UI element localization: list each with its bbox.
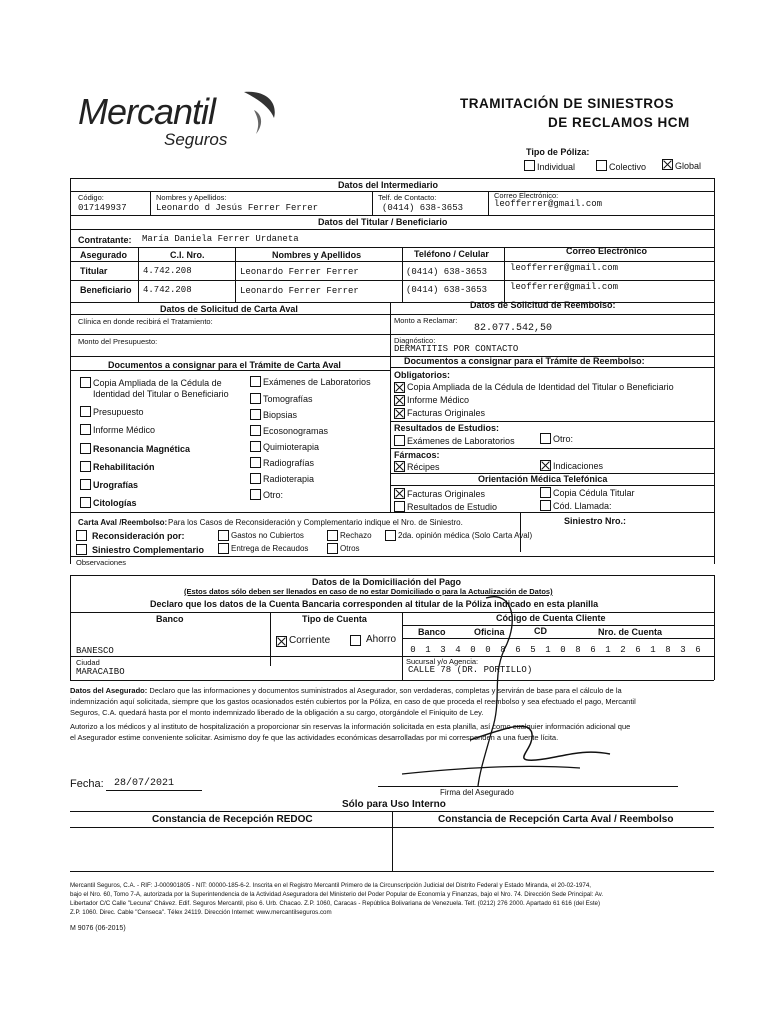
account-digit: 6 xyxy=(590,645,596,655)
account-digit: 2 xyxy=(620,645,626,655)
banco-value: BANESCO xyxy=(76,646,114,656)
row-titular-label: Titular xyxy=(80,266,108,276)
account-digit: 0 xyxy=(470,645,476,655)
aval-ecosonogramas-checkbox[interactable] xyxy=(250,425,261,436)
aval-informe-label: Informe Médico xyxy=(93,425,156,435)
segunda-opinion-label: 2da. opinión médica (Solo Carta Aval) xyxy=(398,531,533,540)
sub-oficina: Oficina xyxy=(474,627,505,637)
beneficiario-telefono: (0414) 638-3653 xyxy=(406,285,488,295)
beneficiario-nombre: Leonardo Ferrer Ferrer xyxy=(240,286,359,296)
aval-resonancia-checkbox[interactable] xyxy=(80,443,91,454)
declaracion-p1b: indemnización aquí solicitada, siempre que los gastos ocasionados estén cubiertos por la Póliza, en caso de que proceda el reembolso y sea efectuado el pago, Mercantil xyxy=(70,697,636,706)
reconsideracion-checkbox[interactable] xyxy=(76,530,87,541)
aval-radiografias-label: Radiografías xyxy=(263,458,315,468)
beneficiario-ci: 4.742.208 xyxy=(143,285,192,295)
account-digit: 3 xyxy=(440,645,446,655)
account-digit: 1 xyxy=(545,645,551,655)
footer-line2: bajo el Nro. 60, Tomo 7-A, autorizada por la Superintendencia de la Actividad Aseguradora del Ministerio del Poder Popular de Economía y Finanzas, bajo el Nro. 74. Dirección Sede Principal: Av. xyxy=(70,891,604,898)
contratante-value: María Daniela Ferrer Urdaneta xyxy=(142,234,299,244)
aval-radiografias-checkbox[interactable] xyxy=(250,457,261,468)
th-asegurado: Asegurado xyxy=(80,250,128,260)
individual-checkbox[interactable] xyxy=(524,160,535,171)
domiciliacion-note: (Estos datos sólo deben ser llenados en caso de no estar Domiciliado o para la Actualización de Datos) xyxy=(184,587,553,596)
account-digit: 0 xyxy=(560,645,566,655)
constancia-redoc: Constancia de Recepción REDOC xyxy=(152,814,313,825)
intermediario-correo: leofferrer@gmail.com xyxy=(494,199,603,209)
colectivo-label: Colectivo xyxy=(609,162,647,172)
aval-copia-cedula-label-2: Identidad del Titular o Beneficiario xyxy=(93,389,229,399)
reemb-cod-llamada-checkbox[interactable] xyxy=(540,500,551,511)
reemb-recipes-checkbox[interactable] xyxy=(394,461,405,472)
reemb-recipes-label: Récipes xyxy=(407,462,440,472)
account-digit: 8 xyxy=(575,645,581,655)
aval-examenes-checkbox[interactable] xyxy=(250,376,261,387)
titular-ci: 4.742.208 xyxy=(143,266,192,276)
section-docs-reembolso: Documentos a consignar para el Trámite de Reembolso: xyxy=(404,356,645,366)
reemb-copia-cedula-label: Copia Ampliada de la Cédula de Identidad del Titular o Beneficiario xyxy=(407,382,674,392)
reemb-facturas2-checkbox[interactable] xyxy=(394,488,405,499)
signature-icon xyxy=(400,590,650,790)
aval-otro-label: Otro: xyxy=(263,490,284,500)
titular-correo: leofferrer@gmail.com xyxy=(510,263,619,273)
account-digit: 6 xyxy=(635,645,641,655)
reemb-examenes-checkbox[interactable] xyxy=(394,435,405,446)
obligatorios-label: Obligatorios: xyxy=(394,370,450,380)
reemb-resultados-checkbox[interactable] xyxy=(394,501,405,512)
reemb-copia-titular-label: Copia Cédula Titular xyxy=(553,488,635,498)
global-label: Global xyxy=(675,161,702,171)
segunda-opinion-checkbox[interactable] xyxy=(385,530,396,541)
ahorro-checkbox[interactable] xyxy=(350,635,361,646)
reconsideracion-title: Carta Aval /Reembolso: xyxy=(78,518,168,527)
aval-otro-checkbox[interactable] xyxy=(250,489,261,500)
tipo-poliza-label: Tipo de Póliza: xyxy=(526,147,590,157)
reemb-otro-label: Otro: xyxy=(553,434,574,444)
siniestro-complementario-checkbox[interactable] xyxy=(76,544,87,555)
corriente-label: Corriente xyxy=(289,635,331,646)
rechazo-checkbox[interactable] xyxy=(327,530,338,541)
aval-urografias-checkbox[interactable] xyxy=(80,479,91,490)
reemb-copia-titular-checkbox[interactable] xyxy=(540,487,551,498)
codigo-value: 017149937 xyxy=(78,203,127,213)
declaracion-p2b: el Asegurador estime conveniente solicitar. Asimismo doy fe que las actividades económicas desarrolladas por mi corresponden a una fuente lícita. xyxy=(70,733,559,742)
reemb-indicaciones-checkbox[interactable] xyxy=(540,460,551,471)
domiciliacion-title: Datos de la Domiciliación del Pago xyxy=(312,577,462,587)
row-beneficiario-label: Beneficiario xyxy=(80,285,132,295)
banco-header: Banco xyxy=(156,614,184,624)
account-digit: 6 xyxy=(515,645,521,655)
monto-presupuesto-label: Monto del Presupuesto: xyxy=(78,337,158,346)
aval-ecosonogramas-label: Ecosonogramas xyxy=(263,426,329,436)
clinica-label: Clínica en donde recibirá el Tratamiento: xyxy=(78,317,213,326)
diagnostico-value: DERMATITIS POR CONTACTO xyxy=(394,344,519,354)
page-title-line2: DE RECLAMOS HCM xyxy=(548,115,690,130)
sucursal-value: CALLE 78 (DR. PORTILLO) xyxy=(408,665,533,675)
colectivo-checkbox[interactable] xyxy=(596,160,607,171)
declaracion-p1c: Seguros, C.A. quedará hasta por el monto indemnizado liberado de la obligación a su cargo, otorgándole el Finiquito de Ley. xyxy=(70,708,484,717)
siniestro-complementario-label: Siniestro Complementario xyxy=(92,545,205,555)
account-digit: 1 xyxy=(425,645,431,655)
th-nombres: Nombres y Apellidos xyxy=(272,250,362,260)
aval-examenes-label: Exámenes de Laboratorios xyxy=(263,377,371,387)
account-digit: 3 xyxy=(680,645,686,655)
orientacion-label: Orientación Médica Telefónica xyxy=(478,474,608,484)
aval-quimioterapia-checkbox[interactable] xyxy=(250,441,261,452)
footer-line3: Libertador C/C Calle "Lecuna" Chávez. Edif. Seguros Mercantil, piso 6. Urb. Chacao. Z.P. 1060, Caracas - República Bolivariana de Venezuela. Telf. (0212) 276 2000. Apartado 61 616 (del Este) xyxy=(70,900,601,907)
entrega-recaudos-checkbox[interactable] xyxy=(218,543,229,554)
reemb-cod-llamada-label: Cód. Llamada: xyxy=(553,501,612,511)
reemb-examenes-label: Exámenes de Laboratorios xyxy=(407,436,515,446)
reemb-indicaciones-label: Indicaciones xyxy=(553,461,604,471)
otros-label: Otros xyxy=(340,544,360,553)
ciudad-value: MARACAIBO xyxy=(76,667,125,677)
fecha-value: 28/07/2021 xyxy=(114,778,175,789)
reemb-facturas-label: Facturas Originales xyxy=(407,408,486,418)
reconsideracion-desc: Para los Casos de Reconsideración y Complementario indique el Nro. de Siniestro. xyxy=(168,518,463,527)
section-titular: Datos del Titular / Beneficiario xyxy=(318,217,448,227)
section-docs-aval: Documentos a consignar para el Trámite de Carta Aval xyxy=(108,360,341,370)
correo-label: Correo Electrónico: xyxy=(494,191,559,200)
logo-seguros: Seguros xyxy=(164,130,228,149)
sucursal-label: Sucursal y/o Agencia: xyxy=(406,657,479,666)
account-digit: 0 xyxy=(485,645,491,655)
aval-biopsias-checkbox[interactable] xyxy=(250,409,261,420)
titular-nombre: Leonardo Ferrer Ferrer xyxy=(240,267,359,277)
account-digit: 4 xyxy=(455,645,461,655)
account-digit: 8 xyxy=(500,645,506,655)
aval-biopsias-label: Biopsias xyxy=(263,410,298,420)
aval-rehabilitacion-label: Rehabilitación xyxy=(93,462,155,472)
aval-urografias-label: Urografías xyxy=(93,480,139,490)
section-intermediario: Datos del Intermediario xyxy=(338,180,439,190)
aval-presupuesto-checkbox[interactable] xyxy=(80,406,91,417)
reemb-facturas-checkbox[interactable] xyxy=(394,408,405,419)
reemb-facturas2-label: Facturas Originales xyxy=(407,489,486,499)
monto-reclamar-value: 82.077.542,50 xyxy=(474,323,553,334)
account-digit: 0 xyxy=(410,645,416,655)
telf-label: Telf. de Contacto: xyxy=(378,193,437,202)
section-carta-aval: Datos de Solicitud de Carta Aval xyxy=(160,304,298,314)
tipo-cuenta-header: Tipo de Cuenta xyxy=(302,614,367,624)
form-number: M 9076 (06-2015) xyxy=(70,925,126,932)
rechazo-label: Rechazo xyxy=(340,531,372,540)
aval-citologias-checkbox[interactable] xyxy=(80,497,91,508)
aval-radioterapia-label: Radioterapia xyxy=(263,474,315,484)
reemb-resultados-label: Resultados de Estudio xyxy=(407,502,498,512)
section-reembolso: Datos de Solicitud de Reembolso: xyxy=(470,300,616,310)
monto-reclamar-label: Monto a Reclamar: xyxy=(394,316,458,325)
reemb-otro-checkbox[interactable] xyxy=(540,433,551,444)
titular-telefono: (0414) 638-3653 xyxy=(406,267,488,277)
aval-resonancia-label: Resonancia Magnética xyxy=(93,444,191,454)
aval-rehabilitacion-checkbox[interactable] xyxy=(80,461,91,472)
mercantil-logo-icon xyxy=(238,88,282,138)
diagnostico-label: Diagnóstico: xyxy=(394,336,436,345)
codigo-cuenta-header: Código de Cuenta Cliente xyxy=(496,613,606,623)
account-digit: 6 xyxy=(695,645,701,655)
ciudad-label: Ciudad xyxy=(76,658,100,667)
declaro-cuenta-text: Declaro que los datos de la Cuenta Bancaria corresponden al titular de la Póliza indicado en esta planilla xyxy=(150,599,599,609)
declaracion-p1-text: Declaro que las informaciones y documentos suministrados al Asegurador, son verdaderas, completas y servirán de base para el cálculo de la xyxy=(147,686,622,695)
intermediario-telf: (0414) 638-3653 xyxy=(382,203,464,213)
individual-label: Individual xyxy=(537,162,576,172)
logo-mercantil: Mercantil xyxy=(78,91,216,132)
aval-copia-cedula-label: Copia Ampliada de la Cédula de xyxy=(93,378,222,388)
reemb-informe-checkbox[interactable] xyxy=(394,395,405,406)
account-digit: 8 xyxy=(665,645,671,655)
reconsideracion-por-label: Reconsideración por: xyxy=(92,531,185,541)
reemb-informe-label: Informe Médico xyxy=(407,395,470,405)
entrega-recaudos-label: Entrega de Recaudos xyxy=(231,544,309,553)
declaracion-p2: Autorizo a los médicos y al instituto de hospitalización a proporcionar sin reservas la información solicitada en esta planilla, así como cualquier información adicional que xyxy=(70,722,631,731)
th-telefono: Teléfono / Celular xyxy=(414,249,489,259)
account-digit: 1 xyxy=(650,645,656,655)
aval-presupuesto-label: Presupuesto xyxy=(93,407,144,417)
aval-tomografias-checkbox[interactable] xyxy=(250,393,261,404)
reemb-copia-cedula-checkbox[interactable] xyxy=(394,382,405,393)
uso-interno-label: Sólo para Uso Interno xyxy=(342,799,446,810)
aval-radioterapia-checkbox[interactable] xyxy=(250,473,261,484)
aval-citologias-label: Citologías xyxy=(93,498,137,508)
declaracion-p1-bold: Datos del Asegurado: xyxy=(70,686,148,695)
observaciones-label: Observaciones xyxy=(76,558,127,567)
corriente-checkbox[interactable] xyxy=(276,636,287,647)
intermediario-nombre: Leonardo d Jesús Ferrer Ferrer xyxy=(156,203,319,213)
constancia-aval: Constancia de Recepción Carta Aval / Reembolso xyxy=(438,814,674,825)
aval-informe-checkbox[interactable] xyxy=(80,424,91,435)
resultados-estudios-label: Resultados de Estudios: xyxy=(394,423,500,433)
page-title-line1: TRAMITACIÓN DE SINIESTROS xyxy=(460,96,675,111)
sub-banco: Banco xyxy=(418,627,446,637)
farmacos-label: Fármacos: xyxy=(394,450,440,460)
aval-quimioterapia-label: Quimioterapia xyxy=(263,442,320,452)
firma-asegurado-label: Firma del Asegurado xyxy=(440,788,514,797)
fecha-label: Fecha: xyxy=(70,778,104,790)
gastos-no-cubiertos-checkbox[interactable] xyxy=(218,530,229,541)
account-digit: 5 xyxy=(530,645,536,655)
contratante-label: Contratante: xyxy=(78,235,132,245)
codigo-label: Código: xyxy=(78,193,104,202)
footer-line1: Mercantil Seguros, C.A. - RIF: J-000901805 - NIT: 00000-185-6-2. Inscrita en el Registro Mercantil Primero de la Circunscripción Judicial del Distrito Federal y Estado Miranda, el 20-02-1974, xyxy=(70,882,592,889)
otros-checkbox[interactable] xyxy=(327,543,338,554)
aval-copia-cedula-checkbox[interactable] xyxy=(80,377,91,388)
account-digit: 1 xyxy=(605,645,611,655)
gastos-no-cubiertos-label: Gastos no Cubiertos xyxy=(231,531,304,540)
beneficiario-correo: leofferrer@gmail.com xyxy=(510,282,619,292)
sub-nro-cuenta: Nro. de Cuenta xyxy=(598,627,663,637)
footer-line4: Z.P. 1060. Direc. Cable "Censeca". Télex 24119. Dirección Internet: www.mercantilseguros.com xyxy=(70,909,332,916)
sub-cd: CD xyxy=(534,626,547,636)
siniestro-nro-label: Siniestro Nro.: xyxy=(564,516,627,526)
nombres-label: Nombres y Apellidos: xyxy=(156,193,227,202)
th-ci: C.I. Nro. xyxy=(170,250,205,260)
ahorro-label: Ahorro xyxy=(366,634,397,645)
global-checkbox[interactable] xyxy=(662,159,673,170)
th-correo: Correo Electrónico xyxy=(566,246,648,256)
aval-tomografias-label: Tomografías xyxy=(263,394,313,404)
